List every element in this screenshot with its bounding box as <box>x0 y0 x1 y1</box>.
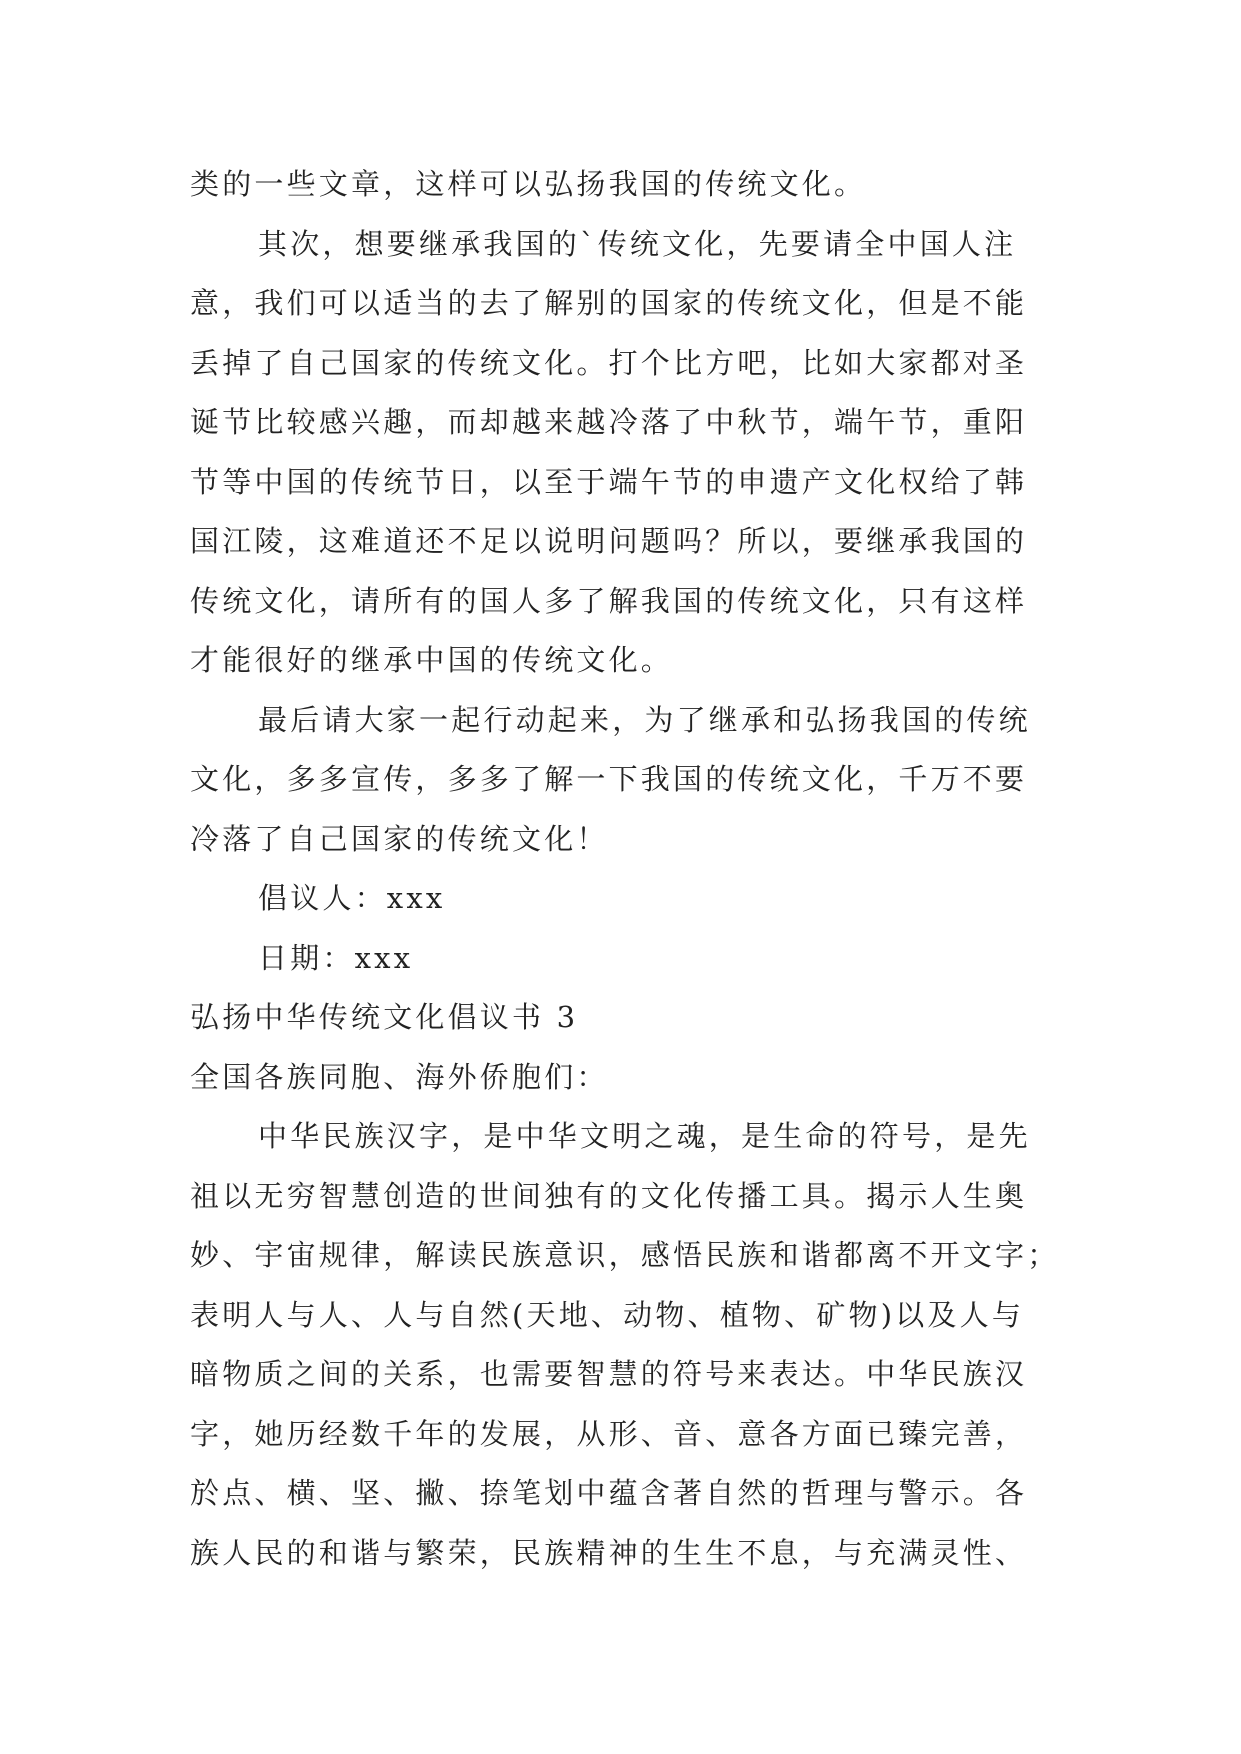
section-title: 弘扬中华传统文化倡议书 3 <box>190 1000 579 1034</box>
paragraph-start-line: 其次，想要继承我国的`传统文化，先要请全中国人注 <box>258 226 1017 261</box>
text-line: 诞节比较感兴趣，而却越来越冷落了中秋节，端午节，重阳 <box>190 405 1028 439</box>
text-line: 才能很好的继承中国的传统文化。 <box>190 643 674 677</box>
text-line: 文化，多多宣传，多多了解一下我国的传统文化，千万不要 <box>190 762 1028 796</box>
document-body <box>190 155 1070 1583</box>
text-line: 国江陵，这难道还不足以说明问题吗？所以，要继承我国的 <box>190 524 1028 558</box>
text-line: 於点、横、坚、撇、捺笔划中蕴含著自然的哲理与警示。各 <box>190 1476 1028 1510</box>
text-line: 字，她历经数千年的发展，从形、音、意各方面已臻完善， <box>190 1416 1028 1451</box>
date-line: 日期：xxx <box>258 940 414 975</box>
text-line: 意，我们可以适当的去了解别的国家的传统文化，但是不能 <box>190 286 1028 320</box>
text-line: 传统文化，请所有的国人多了解我国的传统文化，只有这样 <box>190 583 1028 618</box>
text-line: 妙、宇宙规律，解读民族意识，感悟民族和谐都离不开文字； <box>190 1238 1060 1272</box>
text-line: 暗物质之间的关系，也需要智慧的符号来表达。中华民族汉 <box>190 1357 1028 1391</box>
text-line: 节等中国的传统节日，以至于端午节的申遗产文化权给了韩 <box>190 464 1028 499</box>
paragraph-start-line: 中华民族汉字，是中华文明之魂，是生命的符号，是先 <box>258 1119 1031 1153</box>
proposer-line: 倡议人：xxx <box>258 881 446 915</box>
text-line: 冷落了自己国家的传统文化！ <box>190 821 609 856</box>
text-line: 祖以无穷智慧创造的世间独有的文化传播工具。揭示人生奥 <box>190 1178 1028 1213</box>
text-line: 表明人与人、人与自然(天地、动物、植物、矿物)以及人与 <box>190 1297 1025 1332</box>
paragraph-start-line: 最后请大家一起行动起来，为了继承和弘扬我国的传统 <box>258 702 1031 737</box>
text-line: 类的一些文章，这样可以弘扬我国的传统文化。 <box>190 167 867 201</box>
text-line: 族人民的和谐与繁荣，民族精神的生生不息，与充满灵性、 <box>190 1535 1028 1570</box>
salutation-line: 全国各族同胞、海外侨胞们： <box>190 1059 609 1094</box>
text-line: 丢掉了自己国家的传统文化。打个比方吧，比如大家都对圣 <box>190 345 1028 380</box>
